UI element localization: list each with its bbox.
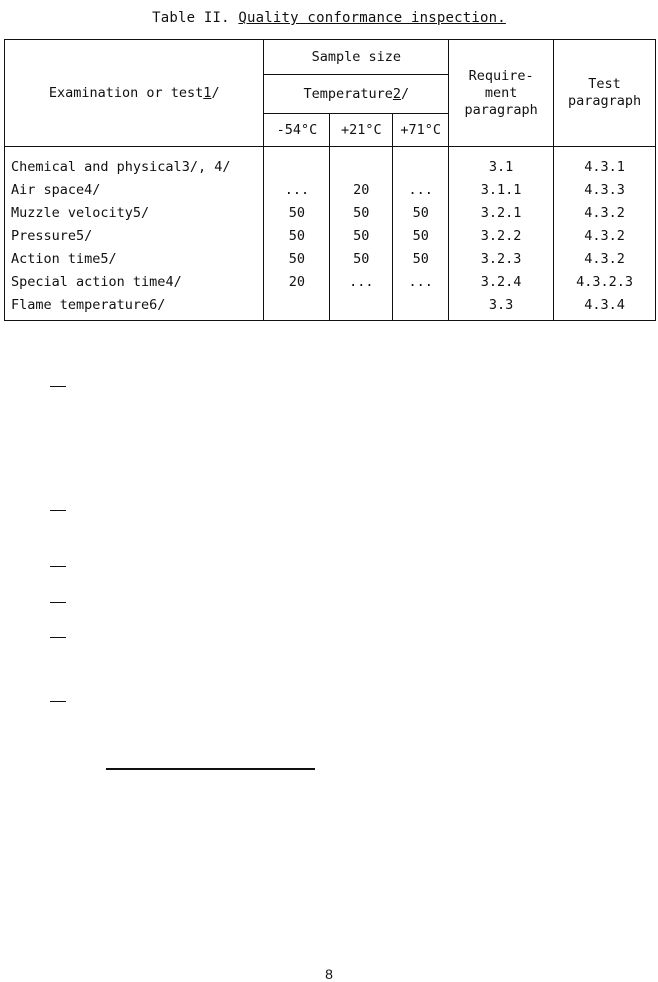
header-examination: Examination or test1/	[5, 40, 264, 147]
header-temp-plus21: +21°C	[330, 114, 393, 147]
row-requirement: 3.2.3	[449, 247, 554, 270]
row-name: Air space4/	[5, 178, 264, 201]
row-value-plus21	[330, 293, 393, 321]
row-test: 4.3.4	[554, 293, 656, 321]
table-row	[5, 147, 656, 179]
row-name: Muzzle velocity5/	[5, 201, 264, 224]
row-test: 4.3.2	[554, 224, 656, 247]
row-value-minus54	[264, 293, 330, 321]
page-number: 8	[325, 966, 333, 982]
table-row	[5, 201, 656, 224]
row-name: Pressure5/	[5, 224, 264, 247]
row-test: 4.3.2.3	[554, 270, 656, 293]
row-value-minus54: 50	[264, 201, 330, 224]
row-value-plus21: ...	[330, 270, 393, 293]
row-name: Special action time4/	[5, 270, 264, 293]
table-row	[5, 270, 656, 293]
quality-conformance-table	[4, 39, 656, 321]
row-name: Action time5/	[5, 247, 264, 270]
row-test: 4.3.2	[554, 247, 656, 270]
table-caption	[0, 10, 658, 26]
row-value-minus54: 20	[264, 270, 330, 293]
footnote-marker-6	[50, 701, 66, 702]
row-requirement: 3.1	[449, 147, 554, 179]
row-value-minus54: 50	[264, 247, 330, 270]
separator-line	[106, 768, 315, 770]
row-value-plus21: 50	[330, 201, 393, 224]
header-temp-minus54: -54°C	[264, 114, 330, 147]
footnote-marker-3	[50, 566, 66, 567]
table-row	[5, 293, 656, 321]
row-name: Flame temperature6/	[5, 293, 264, 321]
header-temp-plus71: +71°C	[393, 114, 449, 147]
row-test: 4.3.1	[554, 147, 656, 179]
row-requirement: 3.1.1	[449, 178, 554, 201]
row-requirement: 3.3	[449, 293, 554, 321]
footnote-marker-5	[50, 637, 66, 638]
row-value-plus71: 50	[393, 201, 449, 224]
header-requirement-paragraph: Require- ment paragraph	[449, 40, 554, 147]
row-value-plus71: ...	[393, 178, 449, 201]
row-value-plus21	[330, 147, 393, 179]
row-value-minus54: 50	[264, 224, 330, 247]
table-row	[5, 247, 656, 270]
row-requirement: 3.2.4	[449, 270, 554, 293]
row-value-minus54: ...	[264, 178, 330, 201]
row-test: 4.3.2	[554, 201, 656, 224]
row-value-minus54	[264, 147, 330, 179]
row-value-plus21: 50	[330, 247, 393, 270]
table-row	[5, 224, 656, 247]
row-value-plus71: 50	[393, 224, 449, 247]
row-test: 4.3.3	[554, 178, 656, 201]
row-value-plus21: 50	[330, 224, 393, 247]
row-name: Chemical and physical3/, 4/	[5, 147, 264, 179]
row-value-plus71: 50	[393, 247, 449, 270]
row-requirement: 3.2.2	[449, 224, 554, 247]
row-requirement: 3.2.1	[449, 201, 554, 224]
footnote-marker-4	[50, 602, 66, 603]
row-value-plus21: 20	[330, 178, 393, 201]
caption-title: Quality conformance inspection.	[238, 10, 506, 26]
caption-prefix: Table II.	[152, 10, 230, 26]
header-sample-size: Sample size	[264, 40, 449, 75]
header-test-paragraph: Test paragraph	[554, 40, 656, 147]
row-value-plus71	[393, 293, 449, 321]
row-value-plus71: ...	[393, 270, 449, 293]
footnote-marker-1	[50, 386, 66, 387]
footnote-marker-2	[50, 510, 66, 511]
table-row	[5, 178, 656, 201]
row-value-plus71	[393, 147, 449, 179]
header-temperature: Temperature2/	[264, 75, 449, 114]
